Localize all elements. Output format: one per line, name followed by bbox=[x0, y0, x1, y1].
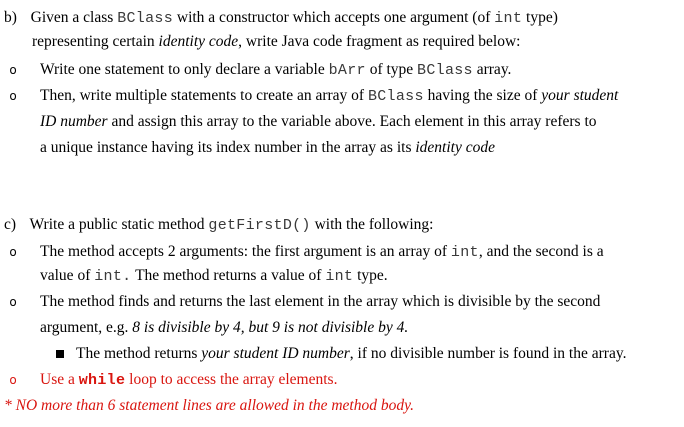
hollow-bullet-icon: o bbox=[9, 89, 17, 103]
hollow-bullet-icon: o bbox=[9, 373, 17, 387]
part-b-label: b) bbox=[4, 9, 17, 26]
hollow-bullet-icon: o bbox=[9, 295, 17, 309]
constraint-note: * NO more than 6 statement lines are allowed in the method body. bbox=[4, 397, 414, 414]
method-name-code: getFirstD() bbox=[208, 217, 311, 234]
part-c-subitem: The method returns your student ID number, if no divisible number is found in the array. bbox=[76, 345, 627, 362]
hollow-bullet-icon: o bbox=[9, 245, 17, 259]
part-c-item2-line1: The method finds and returns the last element in the array which is divisible by the second bbox=[40, 293, 601, 310]
part-c-item2-line2: argument, e.g. 8 is divisible by 4, but 9 is not divisible by 4. bbox=[40, 319, 409, 336]
part-c-item3: Use a while loop to access the array elements. bbox=[40, 371, 338, 389]
hollow-bullet-icon: o bbox=[9, 63, 17, 77]
part-b-item2-line2: ID number and assign this array to the variable above. Each element in this array refers to bbox=[40, 113, 597, 130]
part-b-item2-line3: a unique instance having its index number in the array as its identity code bbox=[40, 139, 495, 156]
part-b-intro-line1: b) Given a class BClass with a constructor which accepts one argument (of int type) bbox=[4, 9, 558, 27]
part-b-item2-line1: Then, write multiple statements to create an array of BClass having the size of your student bbox=[40, 87, 619, 105]
class-name-code: BClass bbox=[117, 10, 173, 27]
square-bullet-icon bbox=[56, 350, 64, 358]
part-b-intro-line2: representing certain identity code, write Java code fragment as required below: bbox=[32, 33, 521, 50]
part-c-item1-line2: value of int. The method returns a value of int type. bbox=[40, 267, 388, 285]
part-c-label: c) bbox=[4, 216, 17, 233]
part-c-intro: c) Write a public static method getFirstD() with the following: bbox=[4, 216, 434, 234]
part-c-item1-line1: The method accepts 2 arguments: the first argument is an array of int, and the second is a bbox=[40, 243, 604, 261]
while-keyword-code: while bbox=[78, 372, 126, 389]
part-b-item1: Write one statement to only declare a variable bArr of type BClass array. bbox=[40, 61, 512, 79]
